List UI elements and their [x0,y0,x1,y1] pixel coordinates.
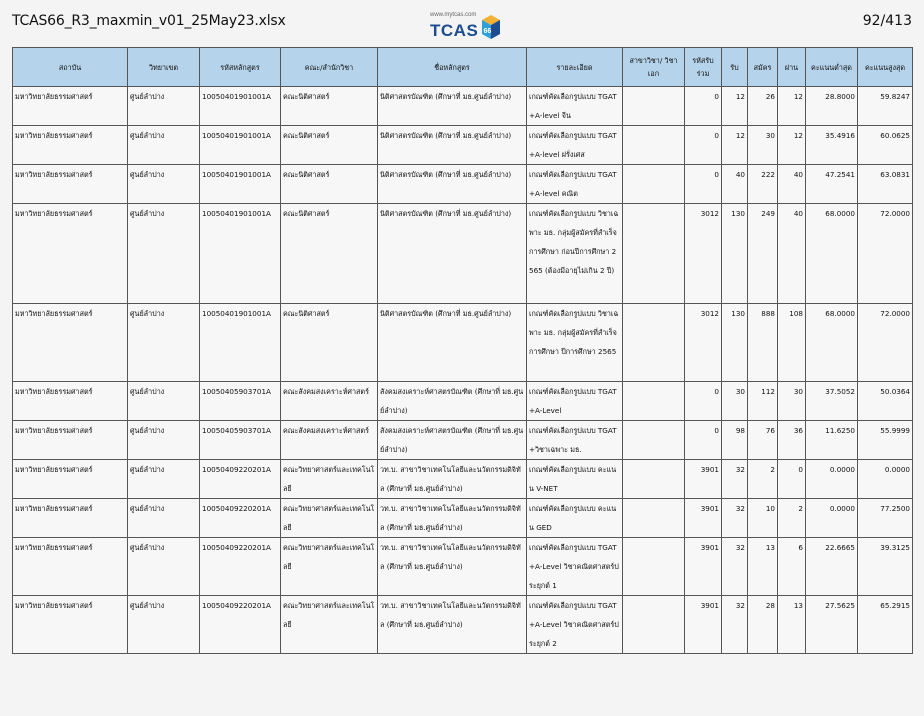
cell-accept: 32 [722,499,748,538]
cell-detail: เกณฑ์คัดเลือกรูปแบบ TGAT+A-Level [527,382,623,421]
cell-detail: เกณฑ์คัดเลือกรูปแบบ TGAT+A-level คณิต [527,165,623,204]
cell-pass: 6 [778,538,806,596]
cell-joint-code: 0 [685,165,722,204]
cell-major [623,499,685,538]
cell-min-score: 0.0000 [806,460,858,499]
table-body [13,87,913,654]
cell-detail: เกณฑ์คัดเลือกรูปแบบ คะแนน V-NET [527,460,623,499]
cell-max-score: 65.2915 [858,596,913,654]
cell-joint-code: 3901 [685,499,722,538]
cell-program-code: 10050405903701A [200,382,281,421]
cell-accept: 32 [722,460,748,499]
cell-accept: 12 [722,87,748,126]
cell-accept: 98 [722,421,748,460]
cell-faculty: คณะวิทยาศาสตร์และเทคโนโลยี [281,499,378,538]
cell-program-code: 10050401901001A [200,165,281,204]
cell-institution: มหาวิทยาลัยธรรมศาสตร์ [13,499,128,538]
results-table [12,47,913,654]
logo-site-text: www.mytcas.com [430,12,477,18]
cell-faculty: คณะนิติศาสตร์ [281,204,378,304]
cell-min-score: 11.6250 [806,421,858,460]
column-header-accept: รับ [722,48,748,87]
table-row [13,165,913,204]
page-number: 92/413 [862,13,912,29]
cell-apply: 13 [748,538,778,596]
cell-pass: 13 [778,596,806,654]
cell-institution: มหาวิทยาลัยธรรมศาสตร์ [13,460,128,499]
cell-detail: เกณฑ์คัดเลือกรูปแบบ TGAT+A-level จีน [527,87,623,126]
cell-pass: 36 [778,421,806,460]
column-header-campus: วิทยาเขต [128,48,200,87]
column-header-joint-code: รหัสรับ ร่วม [685,48,722,87]
cell-accept: 30 [722,382,748,421]
cell-program-name: นิติศาสตรบัณฑิต (ศึกษาที่ มธ.ศูนย์ลำปาง) [378,304,527,382]
cell-campus: ศูนย์ลำปาง [128,382,200,421]
cell-program-name: วท.บ. สาขาวิชาเทคโนโลยีและนวัตกรรมดิจิทัล (ศึกษาที่ มธ.ศูนย์ลำปาง) [378,596,527,654]
cell-pass: 40 [778,204,806,304]
cell-major [623,538,685,596]
cell-joint-code: 0 [685,421,722,460]
cell-detail: เกณฑ์คัดเลือกรูปแบบ TGAT+A-Level วิชาคณิตศาสตร์ประยุกต์ 2 [527,596,623,654]
cell-faculty: คณะวิทยาศาสตร์และเทคโนโลยี [281,460,378,499]
cell-detail: เกณฑ์คัดเลือกรูปแบบ TGAT+A-Level วิชาคณิตศาสตร์ประยุกต์ 1 [527,538,623,596]
cell-faculty: คณะสังคมสงเคราะห์ศาสตร์ [281,382,378,421]
cell-program-name: นิติศาสตรบัณฑิต (ศึกษาที่ มธ.ศูนย์ลำปาง) [378,87,527,126]
logo-wordmark: TCAS [430,21,479,40]
cell-detail: เกณฑ์คัดเลือกรูปแบบ TGAT+A-level ฝรั่งเศส [527,126,623,165]
cell-joint-code: 3901 [685,460,722,499]
cell-major [623,382,685,421]
cell-campus: ศูนย์ลำปาง [128,421,200,460]
cell-major [623,421,685,460]
cell-apply: 2 [748,460,778,499]
column-header-max-score: คะแนนสูงสุด [858,48,913,87]
cell-faculty: คณะสังคมสงเคราะห์ศาสตร์ [281,421,378,460]
cell-faculty: คณะนิติศาสตร์ [281,87,378,126]
table-row [13,460,913,499]
cell-min-score: 22.6665 [806,538,858,596]
cell-joint-code: 3012 [685,204,722,304]
cell-institution: มหาวิทยาลัยธรรมศาสตร์ [13,87,128,126]
column-header-faculty: คณะ/สำนักวิชา [281,48,378,87]
table-row [13,421,913,460]
cell-min-score: 37.5052 [806,382,858,421]
cell-apply: 76 [748,421,778,460]
cell-program-code: 10050409220201A [200,460,281,499]
cell-apply: 888 [748,304,778,382]
cell-program-name: นิติศาสตรบัณฑิต (ศึกษาที่ มธ.ศูนย์ลำปาง) [378,204,527,304]
cell-major [623,596,685,654]
cell-apply: 30 [748,126,778,165]
cell-accept: 40 [722,165,748,204]
cell-apply: 249 [748,204,778,304]
table-row [13,126,913,165]
cell-campus: ศูนย์ลำปาง [128,538,200,596]
tcas-logo [424,12,504,44]
cell-max-score: 72.0000 [858,204,913,304]
cell-faculty: คณะวิทยาศาสตร์และเทคโนโลยี [281,538,378,596]
column-header-program-code: รหัสหลักสูตร [200,48,281,87]
cell-min-score: 35.4916 [806,126,858,165]
cell-institution: มหาวิทยาลัยธรรมศาสตร์ [13,382,128,421]
column-header-institution: สถาบัน [13,48,128,87]
cell-accept: 130 [722,204,748,304]
table-row [13,499,913,538]
cell-major [623,165,685,204]
cell-institution: มหาวิทยาลัยธรรมศาสตร์ [13,165,128,204]
cell-max-score: 59.8247 [858,87,913,126]
table-row [13,596,913,654]
cell-program-code: 10050401901001A [200,304,281,382]
cell-institution: มหาวิทยาลัยธรรมศาสตร์ [13,204,128,304]
cell-max-score: 39.3125 [858,538,913,596]
cell-max-score: 72.0000 [858,304,913,382]
cell-detail: เกณฑ์คัดเลือกรูปแบบ วิชาเฉพาะ มธ. กลุ่มผู้สมัครที่สำเร็จการศึกษา ก่อนปีการศึกษา 2565 (ต้องมีอายุไม่เกิน 2 ปี) [527,204,623,304]
table-row [13,382,913,421]
file-title: TCAS66_R3_maxmin_v01_25May23.xlsx [12,13,286,29]
cell-major [623,460,685,499]
cell-pass: 30 [778,382,806,421]
cell-major [623,204,685,304]
column-header-program-name: ชื่อหลักสูตร [378,48,527,87]
cell-joint-code: 0 [685,87,722,126]
cell-program-name: สังคมสงเคราะห์ศาสตรบัณฑิต (ศึกษาที่ มธ.ศูนย์ลำปาง) [378,382,527,421]
column-header-major: สาขาวิชา/ วิชาเอก [623,48,685,87]
logo-cube-icon [482,15,500,39]
cell-accept: 32 [722,596,748,654]
cell-program-name: วท.บ. สาขาวิชาเทคโนโลยีและนวัตกรรมดิจิทัล (ศึกษาที่ มธ.ศูนย์ลำปาง) [378,499,527,538]
cell-campus: ศูนย์ลำปาง [128,126,200,165]
table-row [13,538,913,596]
cell-pass: 12 [778,87,806,126]
cell-apply: 26 [748,87,778,126]
cell-pass: 2 [778,499,806,538]
cell-institution: มหาวิทยาลัยธรรมศาสตร์ [13,596,128,654]
cell-detail: เกณฑ์คัดเลือกรูปแบบ TGAT+วิชาเฉพาะ มธ. [527,421,623,460]
cell-major [623,126,685,165]
cell-institution: มหาวิทยาลัยธรรมศาสตร์ [13,126,128,165]
cell-program-name: นิติศาสตรบัณฑิต (ศึกษาที่ มธ.ศูนย์ลำปาง) [378,126,527,165]
cell-pass: 0 [778,460,806,499]
cell-min-score: 27.5625 [806,596,858,654]
table-header-row [13,48,913,87]
cell-pass: 108 [778,304,806,382]
cell-joint-code: 0 [685,382,722,421]
column-header-detail: รายละเอียด [527,48,623,87]
cell-campus: ศูนย์ลำปาง [128,165,200,204]
cell-accept: 32 [722,538,748,596]
cell-joint-code: 0 [685,126,722,165]
cell-institution: มหาวิทยาลัยธรรมศาสตร์ [13,304,128,382]
cell-max-score: 60.0625 [858,126,913,165]
table-row [13,87,913,126]
column-header-min-score: คะแนนต่ำสุด [806,48,858,87]
table-row [13,304,913,382]
cell-program-code: 10050401901001A [200,204,281,304]
cell-campus: ศูนย์ลำปาง [128,204,200,304]
cell-program-code: 10050405903701A [200,421,281,460]
cell-accept: 130 [722,304,748,382]
cell-min-score: 0.0000 [806,499,858,538]
cell-max-score: 77.2500 [858,499,913,538]
cell-detail: เกณฑ์คัดเลือกรูปแบบ คะแนน GED [527,499,623,538]
cell-faculty: คณะวิทยาศาสตร์และเทคโนโลยี [281,596,378,654]
cell-joint-code: 3901 [685,596,722,654]
cell-major [623,87,685,126]
cell-institution: มหาวิทยาลัยธรรมศาสตร์ [13,538,128,596]
cell-campus: ศูนย์ลำปาง [128,87,200,126]
cell-program-code: 10050409220201A [200,499,281,538]
cell-min-score: 28.8000 [806,87,858,126]
cell-program-name: วท.บ. สาขาวิชาเทคโนโลยีและนวัตกรรมดิจิทัล (ศึกษาที่ มธ.ศูนย์ลำปาง) [378,538,527,596]
cell-program-code: 10050401901001A [200,87,281,126]
cell-campus: ศูนย์ลำปาง [128,304,200,382]
cell-apply: 28 [748,596,778,654]
cell-max-score: 0.0000 [858,460,913,499]
cell-joint-code: 3012 [685,304,722,382]
logo-cube-text: 66 [483,28,492,35]
cell-max-score: 63.0831 [858,165,913,204]
table-row [13,204,913,304]
cell-apply: 10 [748,499,778,538]
cell-program-name: สังคมสงเคราะห์ศาสตรบัณฑิต (ศึกษาที่ มธ.ศูนย์ลำปาง) [378,421,527,460]
cell-apply: 112 [748,382,778,421]
cell-detail: เกณฑ์คัดเลือกรูปแบบ วิชาเฉพาะ มธ. กลุ่มผู้สมัครที่สำเร็จการศึกษา ปีการศึกษา 2565 [527,304,623,382]
column-header-apply: สมัคร [748,48,778,87]
cell-pass: 40 [778,165,806,204]
cell-pass: 12 [778,126,806,165]
cell-min-score: 47.2541 [806,165,858,204]
cell-accept: 12 [722,126,748,165]
cell-campus: ศูนย์ลำปาง [128,596,200,654]
column-header-pass: ผ่าน [778,48,806,87]
cell-institution: มหาวิทยาลัยธรรมศาสตร์ [13,421,128,460]
cell-program-name: วท.บ. สาขาวิชาเทคโนโลยีและนวัตกรรมดิจิทัล (ศึกษาที่ มธ.ศูนย์ลำปาง) [378,460,527,499]
cell-faculty: คณะนิติศาสตร์ [281,126,378,165]
cell-faculty: คณะนิติศาสตร์ [281,304,378,382]
cell-max-score: 55.9999 [858,421,913,460]
cell-min-score: 68.0000 [806,304,858,382]
cell-program-name: นิติศาสตรบัณฑิต (ศึกษาที่ มธ.ศูนย์ลำปาง) [378,165,527,204]
cell-min-score: 68.0000 [806,204,858,304]
cell-apply: 222 [748,165,778,204]
cell-program-code: 10050401901001A [200,126,281,165]
cell-joint-code: 3901 [685,538,722,596]
cell-campus: ศูนย์ลำปาง [128,499,200,538]
cell-faculty: คณะนิติศาสตร์ [281,165,378,204]
cell-program-code: 10050409220201A [200,596,281,654]
cell-major [623,304,685,382]
cell-program-code: 10050409220201A [200,538,281,596]
cell-campus: ศูนย์ลำปาง [128,460,200,499]
cell-max-score: 50.0364 [858,382,913,421]
